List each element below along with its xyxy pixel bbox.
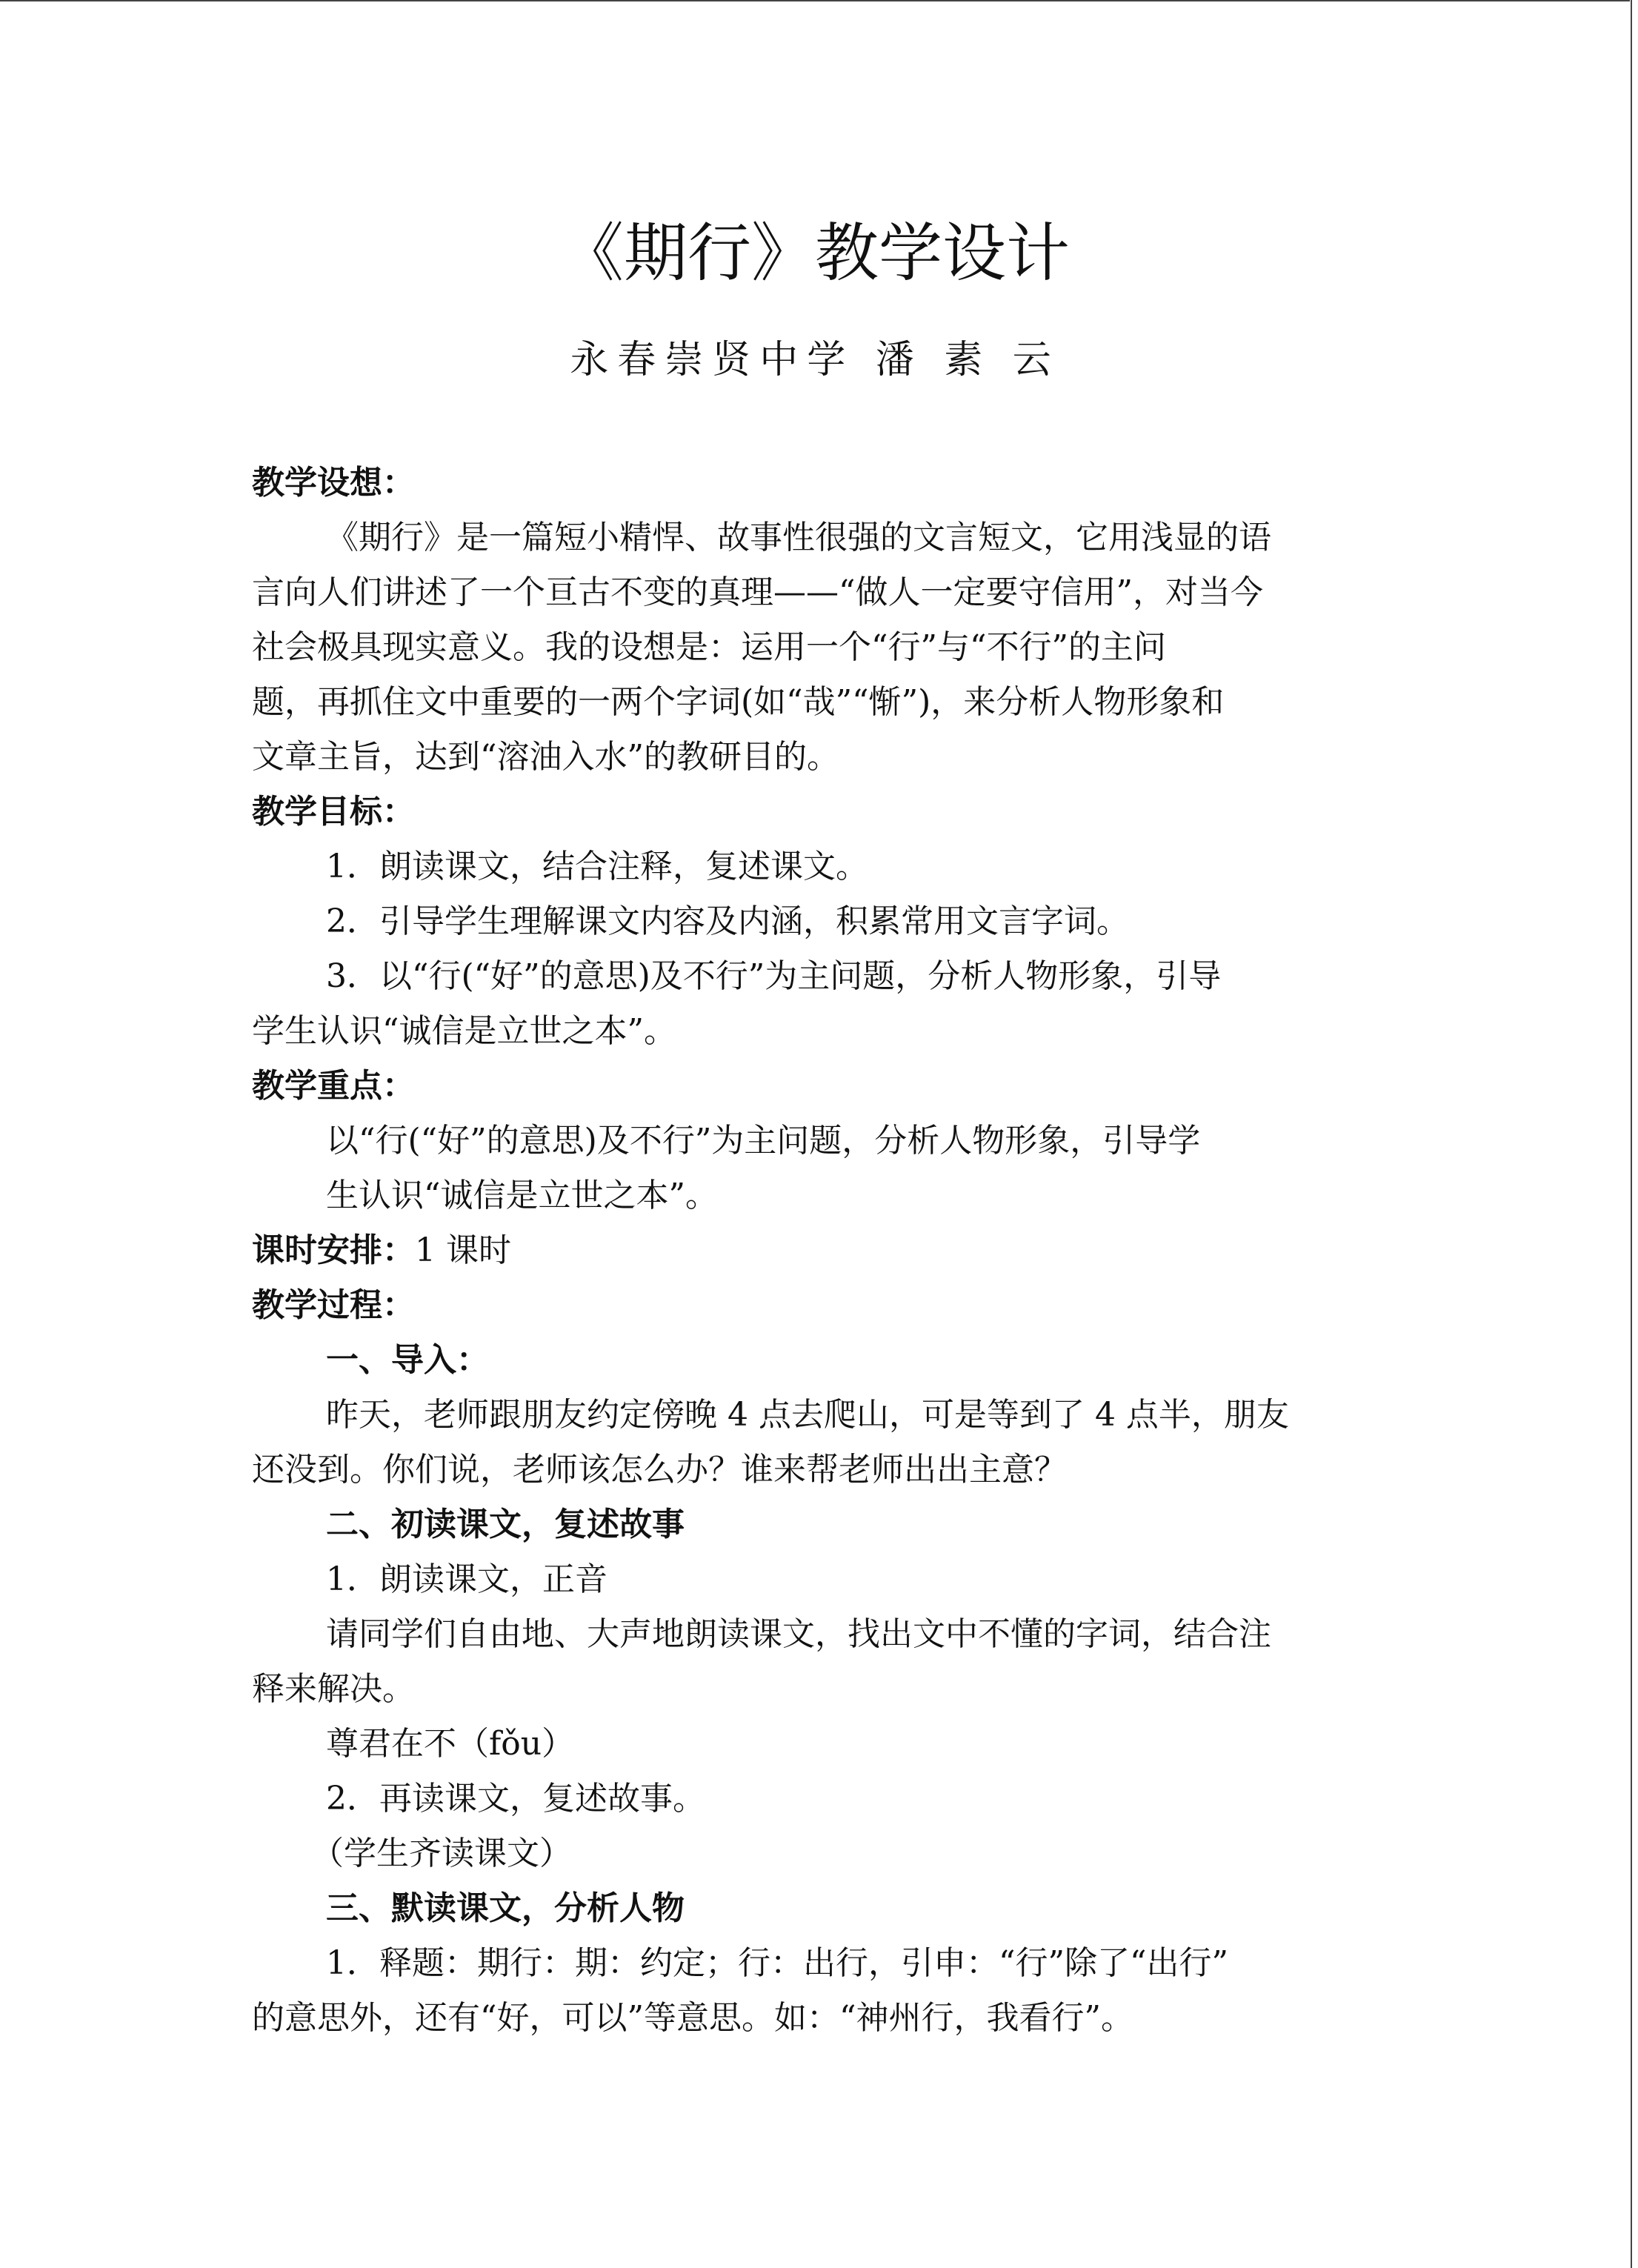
paragraph-line: 题，再抓住文中重要的一两个字词(如“哉”“惭”)，来分析人物形象和	[252, 683, 1225, 721]
heading-teaching-goals: 教学目标：	[252, 793, 415, 831]
focus-line: 以“行(“好”的意思)及不行”为主问题，分析人物形象，引导学	[326, 1122, 1201, 1160]
heading-teaching-idea: 教学设想：	[252, 464, 415, 502]
heading-teaching-process: 教学过程：	[252, 1286, 415, 1324]
paragraph-line: 释来解决。	[252, 1670, 415, 1708]
activity-note: （学生齐读课文）	[311, 1835, 572, 1872]
pronunciation-note: 尊君在不（fǒu）	[326, 1725, 575, 1763]
goal-item-continued: 学生认识“诚信是立世之本”。	[252, 1012, 676, 1050]
focus-line: 生认识“诚信是立世之本”。	[326, 1177, 718, 1214]
paragraph-line: 的意思外，还有“好，可以”等意思。如：“神州行，我看行”。	[252, 1999, 1133, 2037]
paragraph-line: 昨天，老师跟朋友约定傍晚 4 点去爬山，可是等到了 4 点半，朋友	[326, 1396, 1289, 1434]
goal-item: 2．引导学生理解课文内容及内涵，积累常用文言字词。	[326, 902, 1129, 940]
step-item: 1．释题：期行：期：约定；行：出行，引申：“行”除了“出行”	[326, 1944, 1228, 1982]
paragraph-line: 还没到。你们说，老师该怎么办？谁来帮老师出出主意？	[252, 1451, 1067, 1489]
step-item: 1．朗读课文，正音	[326, 1560, 607, 1598]
goal-item: 3．以“行(“好”的意思)及不行”为主问题，分析人物形象，引导	[326, 957, 1222, 995]
section-analysis-heading: 三、默读课文，分析人物	[326, 1889, 685, 1927]
heading-schedule: 课时安排：	[252, 1231, 415, 1269]
paragraph-line: 社会极具现实意义。我的设想是：运用一个“行”与“不行”的主问	[252, 628, 1166, 666]
paragraph-line: 请同学们自由地、大声地朗读课文，找出文中不懂的字词，结合注	[326, 1615, 1271, 1653]
schedule-value: 1 课时	[415, 1231, 511, 1269]
document-title: 《期行》教学设计	[560, 216, 1070, 290]
paragraph-line: 文章主旨，达到“溶油入水”的教研目的。	[252, 738, 839, 776]
heading-teaching-focus: 教学重点：	[252, 1067, 415, 1105]
schedule-line	[252, 1227, 511, 1274]
page-border-top	[0, 0, 1630, 1]
paragraph-line: 言向人们讲述了一个亘古不变的真理——“做人一定要守信用”，对当今	[252, 573, 1263, 611]
goal-item: 1．朗读课文，结合注释，复述课文。	[326, 848, 868, 885]
section-intro-heading: 一、导入：	[326, 1341, 489, 1379]
page-border-right	[1631, 0, 1632, 2268]
step-item: 2．再读课文，复述故事。	[326, 1780, 705, 1818]
section-first-reading-heading: 二、初读课文，复述故事	[326, 1506, 685, 1543]
document-author: 永春崇贤中学 潘 素 云	[570, 338, 1060, 382]
paragraph-line: 《期行》是一篇短小精悍、故事性很强的文言短文，它用浅显的语	[326, 519, 1271, 556]
